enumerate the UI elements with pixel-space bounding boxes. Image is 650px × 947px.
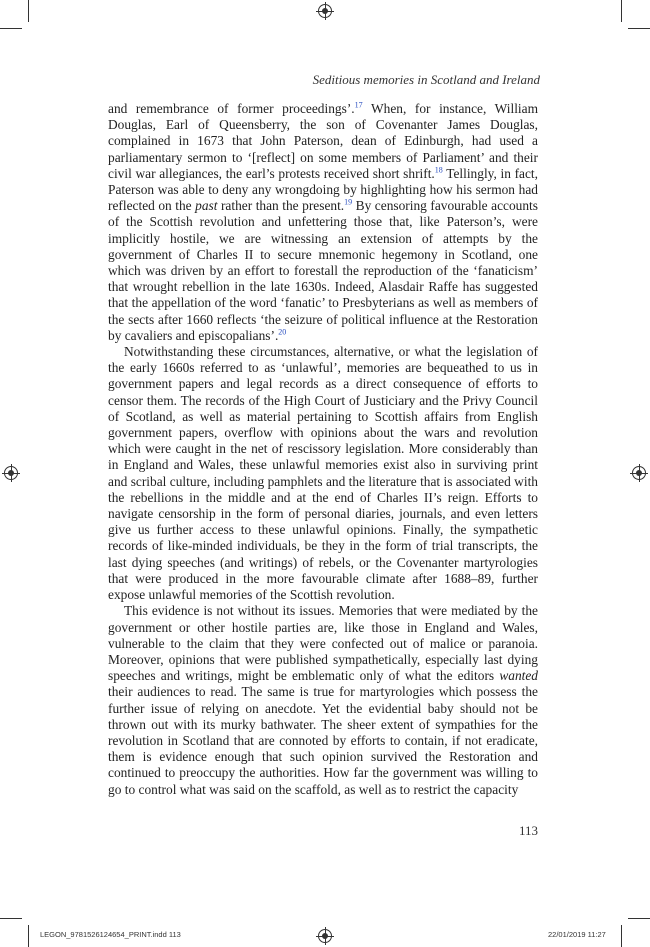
registration-mark-icon — [632, 466, 646, 480]
text-run: By censoring favourable accounts of the Scottish revolution and unfettering those that, like Paterson’s, were implicitly hostile, we are witnessing an extension of attempts by the government of Charles II to secure mnemonic hegemony in Scotland, one which was driven by an effort to forestall the reproduction of the ‘fanaticism’ that wrought rebellion in the late 1630s. Indeed, Alasdair Raffe has suggested that the appellation of the word ‘fanatic’ to Presbyterians as well as members of the sects after 1660 reflects ‘the seizure of political influence at the Restoration by cavaliers and episcopalians’. — [108, 198, 538, 343]
text-run: Notwithstanding these circumstances, alternative, or what the legislation of the early 1660s referred to as ‘unlawful’, memories are bequeathed to us in government papers and legal records as a direct consequence of efforts to censor them. The records of the High Court of Justiciary and the Privy Council of Scotland, as well as material pertaining to Scottish affairs from English government papers, overflow with opinions about the wars and revolution which were caught in the net of rescissory legislation. More considerably than in England and Wales, these unlawful memories exist also in surviving print and scribal culture, including pamphlets and the literature that is associated with the rebellions in the middle and at the end of Charles II’s reign. Efforts to navigate censorship in the form of personal diaries, journals, and even letters give us further access to these unlawful opinions. Finally, the sympathetic records of like-minded individuals, be they in the form of trial transcripts, the last dying speeches (and writings) of rebels, or the Covenanter martyrologies that were produced in the more favourable climate after 1688–89, further expose unlawful memories of the Scottish revolution. — [108, 344, 538, 603]
slug-file-info: LEGON_9781526124654_PRINT.indd 113 — [40, 930, 181, 939]
crop-mark — [28, 0, 29, 22]
crop-mark — [621, 925, 622, 947]
registration-mark-icon — [318, 929, 332, 943]
text-run: When, for instance, William Douglas, Earl of Queensberry, the son of Covenanter James Douglas, complained in 1673 that John Paterson, dean of Edinburgh, had used a parliamentary sermon to ‘[reflect] on some members of Parliament’ and their civil war allegiances, the earl’s protests received short shrift. — [108, 101, 538, 181]
page-number: 113 — [518, 823, 538, 838]
body-text — [108, 101, 538, 798]
paragraph — [108, 344, 538, 603]
paragraph — [108, 101, 538, 344]
text-run: Tellingly, in fact, Paterson was able to deny any wrongdoing by highlighting how his sermon had reflected on the — [108, 165, 538, 214]
crop-mark — [628, 918, 650, 919]
crop-mark — [0, 28, 22, 29]
footnote-ref[interactable]: 17 — [354, 100, 363, 110]
emphasis-text: past — [195, 198, 218, 214]
text-run: rather than the present. — [217, 198, 345, 214]
crop-mark — [621, 0, 622, 22]
crop-mark — [28, 925, 29, 947]
registration-mark-icon — [318, 4, 332, 18]
text-run: their audiences to read. The same is true for martyrologies which possess the further issue of relying on anecdote. Yet the evidential baby should not be thrown out with its murky bathwater. The sheer extent of sympathies for the revolution in Scotland that are connoted by efforts to contain, if not eradicate, them is evidence enough that such opinion survived the Restoration and continued to preoccupy the authorities. How far the government was willing to go to control what was said on the scaffold, as well as to restrict the capacity — [108, 684, 538, 797]
registration-mark-icon — [4, 466, 18, 480]
emphasis-text: wanted — [499, 668, 538, 684]
crop-mark — [0, 918, 22, 919]
paragraph — [108, 603, 538, 797]
footnote-ref[interactable]: 19 — [344, 197, 353, 207]
slug-datetime: 22/01/2019 11:27 — [548, 930, 606, 939]
running-head: Seditious memories in Scotland and Ireland — [312, 72, 540, 87]
crop-mark — [628, 28, 650, 29]
text-run: This evidence is not without its issues. Memories that were mediated by the government or other hostile parties are, like those in England and Wales, vulnerable to the claim that they were confected out of malice or paranoia. Moreover, opinions that were published sympathetically, especially last dying speeches and writings, might be emblematic only of what the editors — [108, 603, 538, 684]
footnote-ref[interactable]: 20 — [278, 327, 287, 337]
footnote-ref[interactable]: 18 — [434, 165, 443, 175]
text-run: and remembrance of former proceedings’. — [108, 101, 355, 116]
